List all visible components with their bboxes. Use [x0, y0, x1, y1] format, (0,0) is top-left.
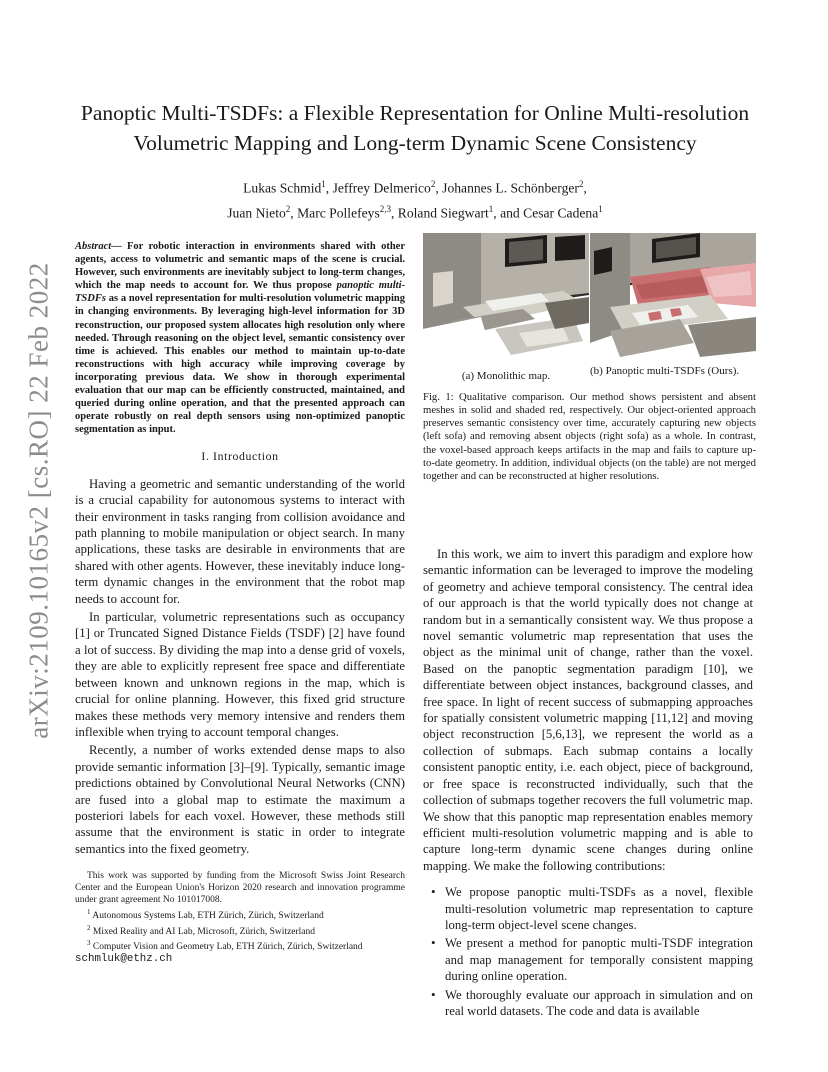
affiliation-number: 2	[87, 923, 91, 932]
arxiv-sidebar	[16, 261, 62, 739]
subcaption-a: (a) Monolithic map.	[461, 370, 551, 382]
abstract-text: as a novel representation for multi-resolution volumetric mapping in changing environments. By leveraging high-level information for 3D reconstruction, our proposed system allocates high resolution only where needed. Through reasoning on the object level, semantic consistency over time is achieved. This enables our method to maintain up-to-date reconstructions with high accuracy while improving coverage by incorporating previous data. We show in thorough experimental evaluation that our map can be efficiently constructed, maintained, and queried during online operation, and that the presented approach can operate robustly on real depth sensors using non-optimized panoptic segmentation as input.	[75, 293, 405, 436]
panoptic-multi-tsdf-image	[590, 233, 756, 359]
section-heading: I. Introduction	[201, 449, 279, 464]
affiliation-number: 1	[87, 907, 91, 916]
author-affiliation: 1	[488, 203, 494, 214]
funding-note: This work was supported by funding from the Microsoft Swiss Joint Research Center and the European Union's Horizon 2020 research and innovation programme under grant agreement No 101017008.	[75, 871, 405, 905]
contributions-list	[423, 884, 753, 1019]
subfigure-captions	[423, 365, 756, 383]
author-affiliation: 2	[285, 203, 291, 214]
author-list	[60, 174, 770, 223]
author-name: Marc Pollefeys	[297, 205, 380, 221]
author-name: Johannes L. Schönberger	[442, 180, 579, 196]
author-separator: ,	[583, 180, 587, 196]
author-affiliation: 2,3	[379, 203, 391, 214]
paper-title: Panoptic Multi-TSDFs: a Flexible Representation for Online Multi-resolution Volumetric Mapping and Long-term Dynamic Scene Consistency	[80, 101, 750, 155]
author-affiliation: 2	[578, 179, 584, 189]
author-separator: ,	[435, 180, 443, 196]
author-name: Cesar Cadena	[523, 205, 599, 221]
monolithic-map-image	[423, 233, 589, 359]
author-line-2	[60, 199, 770, 224]
abstract-text: For robotic interaction in environments shared with other agents, access to volumetric and semantic maps of the scene is crucial. However, such environments are inevitably subject to long-term changes, which the map needs to account for. We thus propose	[75, 241, 405, 292]
author-name: Jeffrey Delmerico	[332, 180, 431, 196]
author-name: Juan Nieto	[227, 205, 286, 221]
contribution-item: • We thoroughly evaluate our approach in simulation and on real world datasets. The code and data is available	[423, 987, 753, 1020]
affiliation-text: Computer Vision and Geometry Lab, ETH Zürich, Zürich, Switzerland	[92, 942, 363, 953]
figure-caption: Fig. 1: Qualitative comparison. Our method shows persistent and absent meshes in solid and shaded red, respectively. Our object-oriented approach preserves semantic consistency over time, accurately capturing new objects (left sofa) and removing absent objects (right sofa) as a whole. In contrast, the voxel-based approach keeps artifacts in the map and fails to capture up-to-date geometry. In addition, individual objects (on the table) are not merged together and can be reconstructed at higher resolutions.	[423, 390, 756, 483]
author-separator: ,	[325, 180, 333, 196]
figure-images	[423, 233, 756, 359]
affiliation-text: Autonomous Systems Lab, ETH Zürich, Zürich, Switzerland	[92, 910, 324, 921]
subcaption-b: (b) Panoptic multi-TSDFs (Ours).	[590, 365, 740, 377]
author-affiliation: 1	[321, 179, 326, 189]
author-line-1	[60, 174, 770, 199]
intro-paragraph: Recently, a number of works extended dense maps to also provide semantic information [3]–[9]. Typically, semantic image predictions obtained by Convolutional Neural Networks (CNN) are fused into a global map to estimate the maximum a posteriori labels for each voxel. However, these methods still assume that the environment is static in order to integrate semantics into the fixed geometry.	[75, 743, 405, 856]
intro-paragraph: In this work, we aim to invert this paradigm and explore how semantic information can be leveraged to improve the modeling of geometry and achieve temporal consistency. The central idea of our approach is that the world typically does not change at random but in a semantically consistent way. We thus propose a novel semantic volumetric map representation that uses the object as the minimal unit of change, rather than the voxel. Based on the panoptic segmentation paradigm [10], we differentiate between object instances, background classes, and free space. In light of recent success of submapping approaches for spatially consistent volumetric mapping [11,12] and moving object reconstruction [5,6,13], we represent the world as a collection of submaps. Each submap contains a locally consistent panoptic entity, i.e. each object, piece of background, or free space is reconstructed individually, such that the collection of submaps together recovers the full volumetric map. We show that this panoptic map representation enables memory efficient multi-resolution volumetric mapping and is able to capture long-term dynamic scene changes during online mapping. We make the following contributions:	[423, 547, 753, 873]
abstract-emphasis: panoptic multi-TSDFs	[75, 280, 405, 305]
footnotes	[75, 871, 405, 966]
figure-1	[423, 233, 756, 484]
author-separator: ,	[290, 205, 298, 221]
author-separator: , and	[493, 205, 524, 221]
arxiv-identifier: arXiv:2109.10165v2 [cs.RO] 22 Feb 2022	[23, 261, 54, 739]
left-column	[75, 240, 405, 966]
panoptic-map-render	[590, 233, 756, 359]
affiliation-note	[75, 907, 405, 923]
author-name: Lukas Schmid	[243, 180, 322, 196]
affiliation-text: Mixed Reality and AI Lab, Microsoft, Zürich, Switzerland	[92, 926, 316, 937]
author-affiliation: 2	[430, 179, 436, 189]
contact-email: schmluk@ethz.ch	[75, 953, 173, 966]
author-name: Roland Siegwart	[397, 205, 489, 221]
abstract-label: Abstract	[75, 241, 112, 252]
monolithic-map-render	[423, 233, 589, 359]
abstract	[75, 240, 405, 436]
affiliation-note	[75, 938, 405, 954]
author-affiliation: 1	[598, 203, 603, 214]
abstract-dash: —	[111, 241, 127, 252]
affiliation-note	[75, 923, 405, 939]
contribution-item: • We propose panoptic multi-TSDFs as a novel, flexible multi-resolution volumetric map representation to capture long-term object-level scene changes.	[423, 884, 753, 933]
author-separator: ,	[391, 205, 398, 221]
affiliation-number: 3	[87, 939, 91, 948]
intro-paragraph: In particular, volumetric representations such as occupancy [1] or Truncated Signed Distance Fields (TSDF) [2] have found a lot of success. By dividing the map into a dense grid of voxels, they are able to explicitly represent free space and differentiate between known and unknown regions in the map, which is crucial for online planning. However, this fixed grid structure makes these methods very memory intensive and renders them inflexible when trying to account temporal changes.	[75, 610, 405, 739]
intro-paragraph: Having a geometric and semantic understanding of the world is a crucial capability for autonomous systems to interact with their environment in tasks ranging from collision avoidance and path planning to mobile manipulation or object search. In many applications, these tasks are desirable in environments that are shared with other agents. However, these inevitably induce long-term dynamic changes in the environment that the robot map needs to account for.	[75, 476, 405, 606]
right-column	[423, 546, 753, 1021]
contribution-item: • We present a method for panoptic multi-TSDF integration and map management for temporally consistent mapping during online operation.	[423, 935, 753, 984]
